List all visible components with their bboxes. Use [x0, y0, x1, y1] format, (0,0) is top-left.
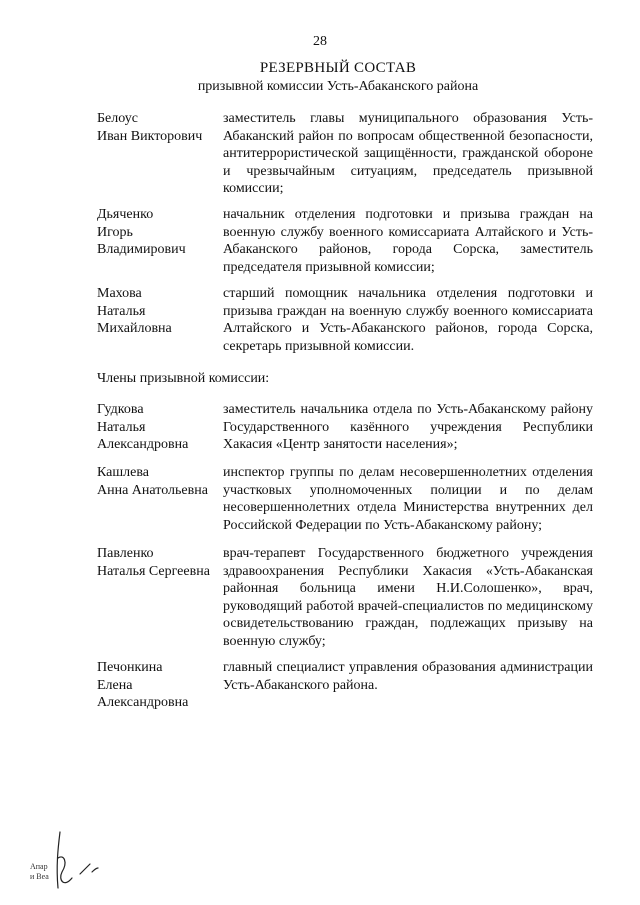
person-role: начальник отделения подготовки и призыва граждан на военную службу военного комиссариата Алтайского и Усть-Абаканского районов, города Сорска, заместитель председателя призывной комиссии; — [223, 207, 593, 275]
person-entry-member-3 — [97, 545, 593, 651]
person-name: Белоус Иван Викторович — [97, 111, 203, 144]
person-name: Махова Наталья Михайловна — [97, 286, 172, 337]
person-role: инспектор группы по делам несовершеннолетних отделения участковых уполномоченных полиции и по делам несовершеннолетних отдела Министерства внутренних дел Российской Федерации по Усть-Абаканскому району; — [223, 465, 593, 533]
person-entry-member-1 — [97, 401, 593, 454]
person-entry-leader-3 — [97, 285, 593, 355]
person-role: заместитель главы муниципального образования Усть-Абаканский район по вопросам общественной безопасности, антитеррористической защищённости, гражданской обороне и чрезвычайным ситуациям, председатель призывной комиссии; — [223, 111, 593, 197]
person-name: Павленко Наталья Сергеевна — [97, 546, 210, 579]
signature-caption: Апар и Веа — [30, 862, 49, 881]
person-name: Дьяченко Игорь Владимирович — [97, 207, 186, 258]
person-name: Гудкова Наталья Александровна — [97, 402, 189, 453]
page-number: 28 — [313, 34, 327, 49]
person-entry-leader-2 — [97, 206, 593, 276]
person-name: Печонкина Елена Александровна — [97, 660, 189, 711]
person-role: старший помощник начальника отделения подготовки и призыва граждан на военную службу военного комиссариата Алтайского и Усть-Абаканского районов, города Сорска, секретарь призывной комиссии. — [223, 286, 593, 354]
person-name: Кашлева Анна Анатольевна — [97, 465, 208, 498]
members-heading: Члены призывной комиссии: — [97, 371, 270, 386]
person-entry-leader-1 — [97, 110, 593, 198]
person-role: главный специалист управления образования администрации Усть-Абаканского района. — [223, 660, 593, 693]
person-entry-member-4 — [97, 659, 593, 712]
person-entry-member-2 — [97, 464, 593, 534]
document-title: РЕЗЕРВНЫЙ СОСТАВ — [259, 60, 417, 76]
person-role: врач-терапевт Государственного бюджетного учреждения здравоохранения Республики Хакасия «Усть-Абаканская районная больница имени Н.И.Солошенко», врач, руководящий работой врачей-специалистов по медицинскому освидетельствованию граждан, подлежащих призыву на военную службу; — [223, 546, 593, 649]
document-subtitle: призывной комиссии Усть-Абаканского района — [197, 79, 479, 94]
person-role: заместитель начальника отдела по Усть-Абаканскому району Государственного казённого учреждения Республики Хакасия «Центр занятости населения»; — [223, 402, 593, 453]
